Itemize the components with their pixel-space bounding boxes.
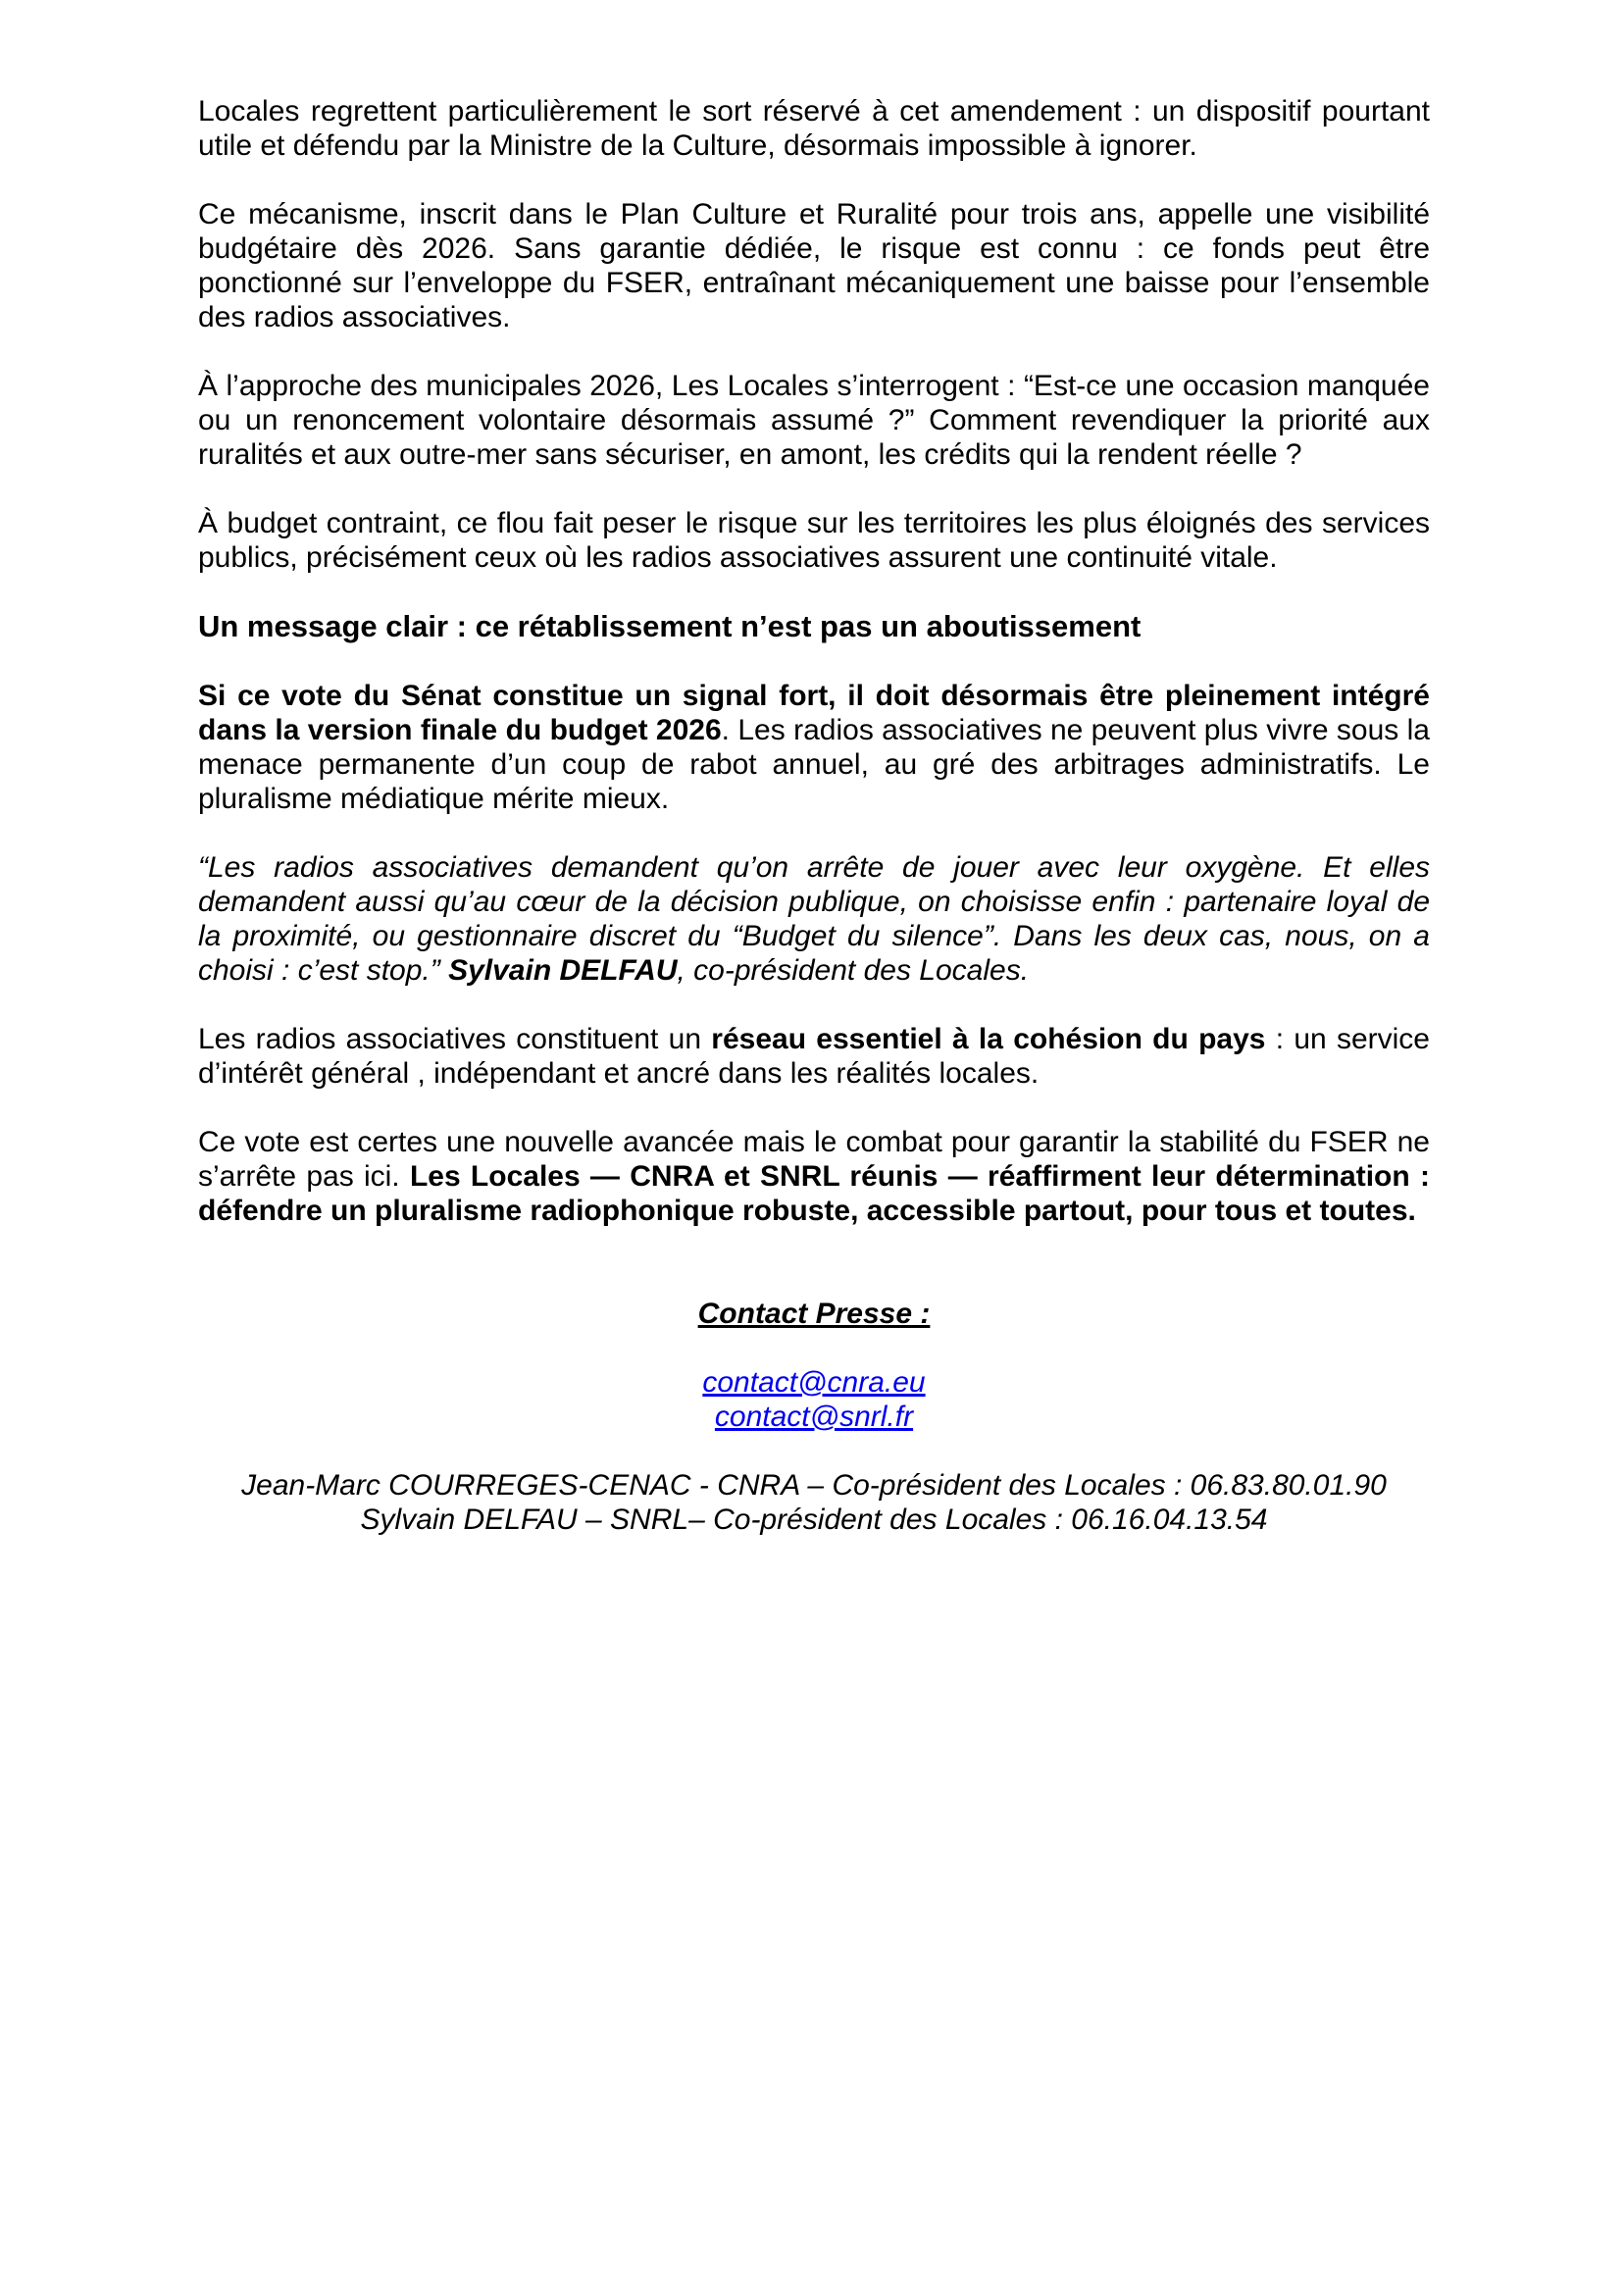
paragraph-budget-contraint bbox=[198, 506, 1430, 575]
paragraph-mecanisme bbox=[198, 197, 1430, 334]
paragraph-conclusion bbox=[198, 1125, 1430, 1228]
paragraph-text: À l’approche des municipales 2026, Les Locales s’interrogent : “Est-ce une occasion manquée ou un renoncement volontaire désormais assumé ?” Comment revendiquer la priorité aux ruralités et aux outre-mer sans sécuriser, en amont, les crédits qui la rendent réelle ? bbox=[198, 370, 1430, 471]
quote-author-title: , co-président des Locales. bbox=[677, 954, 1030, 987]
contact-press-heading: Contact Presse : bbox=[697, 1298, 931, 1330]
paragraph-text: Ce vote est certes une nouvelle avancée mais le combat pour garantir la stabilité du FSER ne s’arrête pas ici. bbox=[198, 1126, 1430, 1193]
contact-person-courreges: Jean-Marc COURREGES-CENAC - CNRA – Co-président des Locales : 06.83.80.01.90 bbox=[241, 1469, 1387, 1502]
paragraph-text: Locales regrettent particulièrement le sort réservé à cet amendement : un dispositif pourtant utile et défendu par la Ministre de la Culture, désormais impossible à ignorer. bbox=[198, 95, 1430, 162]
paragraph-municipales bbox=[198, 369, 1430, 472]
email-line-snrl bbox=[198, 1400, 1430, 1434]
paragraph-text: À budget contraint, ce flou fait peser le risque sur les territoires les plus éloignés des services publics, précisément ceux où les radios associatives assurent une continuité vitale. bbox=[198, 507, 1430, 574]
email-link-snrl[interactable]: contact@snrl.fr bbox=[714, 1401, 914, 1433]
paragraph-text-bold: Les Locales — CNRA et SNRL réunis — réaffirment leur détermination : défendre un pluralisme radiophonique robuste, accessible partout, pour tous et toutes. bbox=[198, 1160, 1430, 1227]
email-link-cnra[interactable]: contact@cnra.eu bbox=[702, 1366, 926, 1399]
paragraph-text-bold: Si ce vote du Sénat constitue un signal fort, il doit désormais être pleinement intégré dans la version finale du budget 2026 bbox=[198, 680, 1430, 746]
paragraph-amendement bbox=[198, 94, 1430, 163]
section-heading-message-clair: Un message clair : ce rétablissement n’est pas un aboutissement bbox=[198, 609, 1142, 643]
paragraph-text-bold: réseau essentiel à la cohésion du pays bbox=[711, 1023, 1266, 1055]
contact-press-heading-line bbox=[198, 1297, 1430, 1331]
email-line-cnra bbox=[198, 1365, 1430, 1400]
quote-author-name: Sylvain DELFAU bbox=[448, 954, 678, 987]
paragraph-text: . Les radios associatives ne peuvent plus vivre sous la menace permanente d’un coup de rabot annuel, au gré des arbitrages administratifs. Le pluralisme médiatique mérite mieux. bbox=[198, 714, 1430, 815]
paragraph-text: : un service d’intérêt général , indépendant et ancré dans les réalités locales. bbox=[198, 1023, 1430, 1090]
paragraph-vote-senat bbox=[198, 679, 1430, 816]
paragraph-text: Ce mécanisme, inscrit dans le Plan Culture et Ruralité pour trois ans, appelle une visibilité budgétaire dès 2026. Sans garantie dédiée, le risque est connu : ce fonds peut être ponctionné sur l’enveloppe du FSER, entraînant mécaniquement une baisse pour l’ensemble des radios associatives. bbox=[198, 198, 1430, 333]
paragraph-reseau-essentiel bbox=[198, 1022, 1430, 1091]
paragraph-text: Les radios associatives constituent un bbox=[198, 1023, 712, 1055]
quote-text: “Les radios associatives demandent qu’on arrête de jouer avec leur oxygène. Et elles demandent aussi qu’au cœur de la décision publique, on choisisse enfin : partenaire loyal de la proximité, ou gestionnaire discret du “Budget du silence”. Dans les deux cas, nous, on a choisi : c’est stop.” bbox=[198, 851, 1430, 987]
paragraph-quote-delfau bbox=[198, 850, 1430, 988]
contact-person-delfau: Sylvain DELFAU – SNRL– Co-président des Locales : 06.16.04.13.54 bbox=[360, 1504, 1268, 1536]
